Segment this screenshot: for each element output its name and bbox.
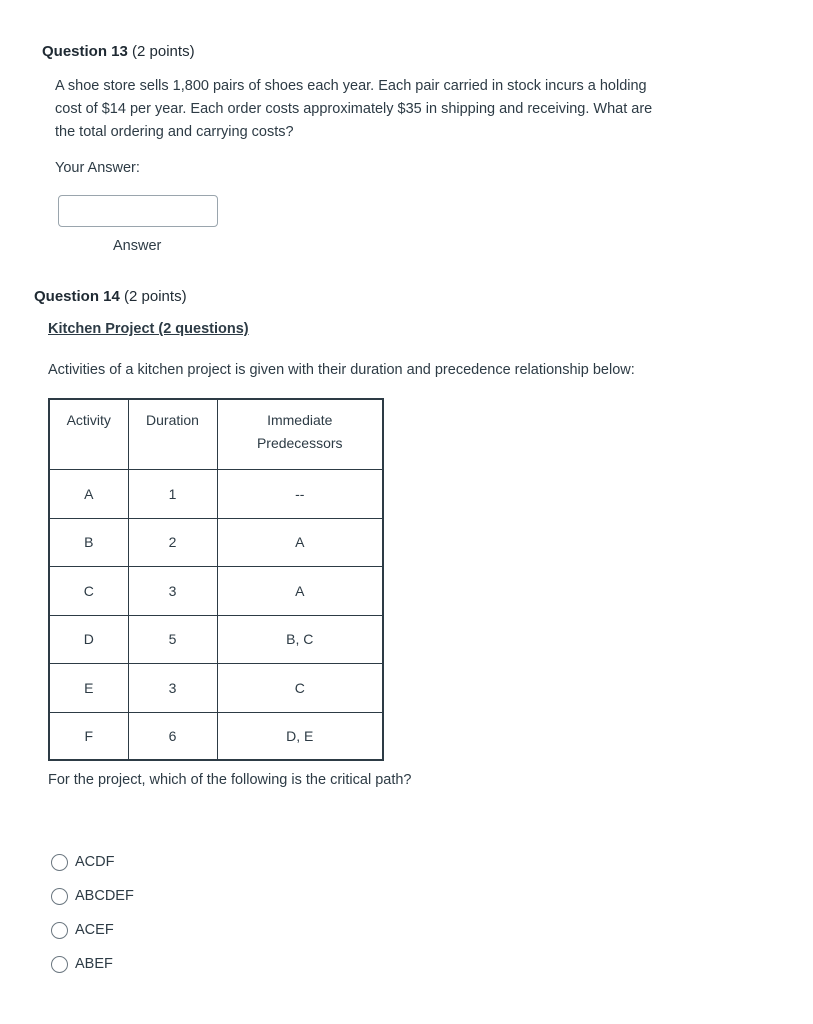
header-predecessors bbox=[217, 399, 383, 469]
option-label: ACEF bbox=[75, 922, 114, 938]
table-row bbox=[49, 615, 383, 663]
question-13-title bbox=[42, 43, 195, 60]
your-answer-label: Your Answer: bbox=[55, 160, 140, 176]
question-13-points: (2 points) bbox=[132, 43, 195, 60]
option-label: ABCDEF bbox=[75, 888, 134, 904]
radio-button[interactable] bbox=[51, 888, 68, 905]
answer-input[interactable] bbox=[58, 195, 218, 227]
cell-duration: 2 bbox=[128, 518, 217, 566]
question-14-points: (2 points) bbox=[124, 288, 187, 305]
radio-button[interactable] bbox=[51, 854, 68, 871]
option-label: ABEF bbox=[75, 956, 113, 972]
cell-duration: 6 bbox=[128, 712, 217, 760]
option-acdf[interactable] bbox=[51, 850, 134, 874]
table-row bbox=[49, 566, 383, 615]
question-14-intro: Activities of a kitchen project is given with their duration and precedence relationship below: bbox=[48, 362, 635, 378]
header-duration: Duration bbox=[128, 399, 217, 469]
question-13-text bbox=[55, 75, 652, 144]
cell-duration: 1 bbox=[128, 469, 217, 518]
table-row bbox=[49, 712, 383, 760]
option-label: ACDF bbox=[75, 854, 115, 870]
cell-activity: A bbox=[49, 469, 128, 518]
question-13-line: A shoe store sells 1,800 pairs of shoes each year. Each pair carried in stock incurs a holding bbox=[55, 78, 647, 94]
table-row bbox=[49, 663, 383, 712]
radio-button[interactable] bbox=[51, 922, 68, 939]
question-13-line: cost of $14 per year. Each order costs approximately $35 in shipping and receiving. What are bbox=[55, 101, 653, 117]
critical-path-question: For the project, which of the following is the critical path? bbox=[48, 772, 412, 788]
cell-predecessors: A bbox=[217, 566, 383, 615]
cell-predecessors: D, E bbox=[217, 712, 383, 760]
option-abef[interactable] bbox=[51, 952, 134, 976]
option-acef[interactable] bbox=[51, 918, 134, 942]
question-13-number: Question 13 bbox=[42, 43, 128, 60]
header-predecessors-line2: Predecessors bbox=[256, 435, 343, 451]
header-activity: Activity bbox=[49, 399, 128, 469]
header-predecessors-line1: Immediate bbox=[267, 412, 333, 428]
question-14-number: Question 14 bbox=[34, 288, 120, 305]
cell-activity: C bbox=[49, 566, 128, 615]
table-row bbox=[49, 469, 383, 518]
cell-activity: E bbox=[49, 663, 128, 712]
table-row bbox=[49, 518, 383, 566]
question-13-line: the total ordering and carrying costs? bbox=[55, 124, 294, 140]
cell-activity: B bbox=[49, 518, 128, 566]
cell-predecessors: -- bbox=[217, 469, 383, 518]
activity-table bbox=[48, 398, 384, 761]
kitchen-project-link[interactable]: Kitchen Project (2 questions) bbox=[48, 321, 249, 337]
table-header-row bbox=[49, 399, 383, 469]
answer-caption: Answer bbox=[113, 238, 162, 254]
cell-predecessors: A bbox=[217, 518, 383, 566]
cell-duration: 3 bbox=[128, 663, 217, 712]
option-abcdef[interactable] bbox=[51, 884, 134, 908]
cell-duration: 3 bbox=[128, 566, 217, 615]
question-14-title bbox=[34, 288, 187, 305]
radio-button[interactable] bbox=[51, 956, 68, 973]
cell-activity: F bbox=[49, 712, 128, 760]
cell-activity: D bbox=[49, 615, 128, 663]
answer-options bbox=[51, 850, 134, 976]
cell-predecessors: B, C bbox=[217, 615, 383, 663]
cell-duration: 5 bbox=[128, 615, 217, 663]
cell-predecessors: C bbox=[217, 663, 383, 712]
